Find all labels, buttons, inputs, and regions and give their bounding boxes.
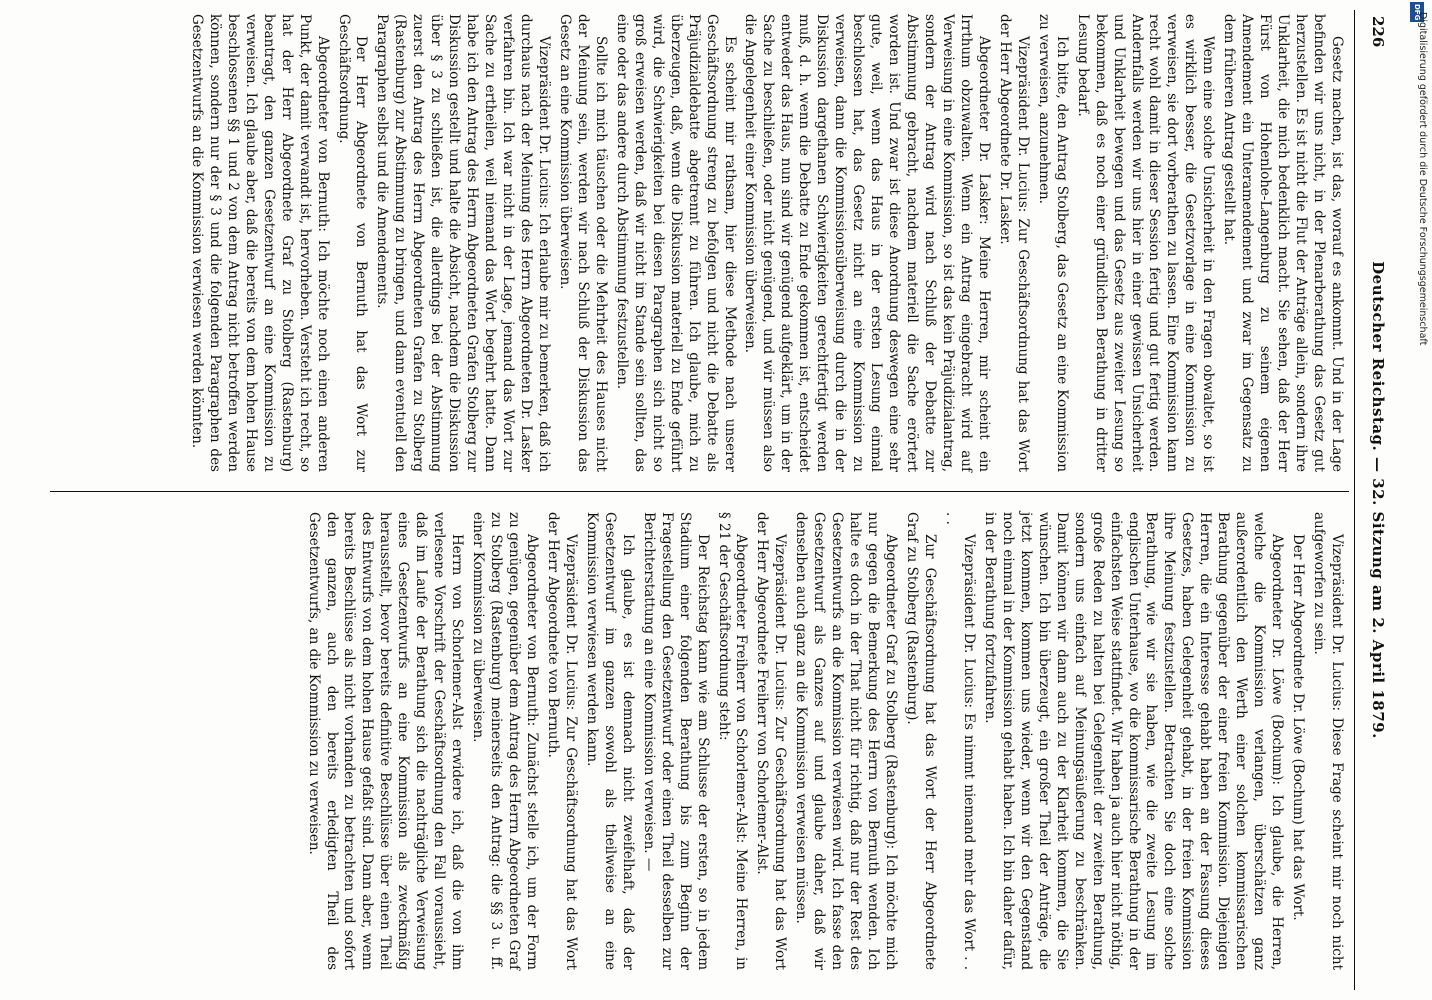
paragraph: Herrn von Schorlemer-Alst erwidere ich, daß die von ihm verlesene Vorschrift der Geschäftsordnung den Fall voraussieht, daß im Laufe der Berathung sich die nachträgliche Verweisung eines Gesetzentwurfs an eine Kommission als zweckmäßig herausstellt, bevor bereits definitive Beschlüsse über einen Theil des Entwurfs von dem hohen Hause gefaßt sind. Dann aber, wenn bereits Beschlüsse als nicht vorhanden zu betrachten und sofort den ganzen, auch den bereits erledigten Theil des Gesetzentwurfs, an die Kommission zu verweisen.: [305, 512, 466, 970]
paragraph: Gesetz machen, ist das, worauf es ankommt. Und in der Lage befinden wir uns nicht, in der Plenarberathung das Gesetz gut herzustellen. Es ist nicht die Flut der Anträge allein, sondern ihre Unklarheit, die mich bedenklich macht. Sie sehen, daß der Herr Fürst von Hohenlohe-Langenburg zu seinem eigenen Amendement ein Unteramendement und zwar im Gegensatz zu dem früheren Antrag gestellt hat.: [1221, 14, 1345, 472]
paragraph: Wenn eine solche Unsicherheit in den Fragen obwaltet, so ist es wirklich besser, die Gesetzvorlage in eine Kommission zu verweisen, sie dort vorberathen zu lassen. Eine Kommission kann recht wohl damit in dieser Session fertig und gut fertig werden. Andernfalls werden wir uns hier in einer gewissen Unsicherheit und Unklarheit bewegen und das Gesetz aus zweiter Lesung so bekommen, daß es noch einer gründlichen Berathung in dritter Lesung bedarf.: [1074, 14, 1217, 472]
paragraph: Der Reichstag kann wie am Schlusse der ersten, so in jedem Stadium einer folgenden Berathung bis zum Beginn der Fragestellung den Gesetzentwurf oder einen Theil desselben zur Berichterstattung an eine Kommission verweisen. —: [640, 512, 711, 970]
paragraph: Vizepräsident Dr. Lucius: Zur Geschäftsordnung hat das Wort der Herr Abgeordnete von Bernuth.: [544, 512, 579, 970]
paragraph: Abgeordneter von Bernuth: Ich möchte noch einen anderen Punkt, der damit verwandt ist, hervorheben. Versteht ich recht, so hat der Herr Abgeordnete Graf zu Stolberg (Rastenburg) beantragt, den ganzen Gesetzentwurf an eine Kommission zu verweisen. Ich glaube aber, daß die bereits von dem hohen Hause beschlossenen §§ 1 und 2 von dem Antrag nicht betroffen werden können, sondern nur der § 3 und die folgenden Paragraphen des Gesetzentwurfs an die Kommission verwiesen werden könnten.: [188, 14, 331, 472]
paragraph: Vizepräsident Dr. Lucius: Es nimmt niemand mehr das Wort . . . .: [942, 512, 977, 970]
paragraph: Abgeordneter Freiherr von Schorlemer-Alst: Meine Herren, in § 21 der Geschäftsordnung steht:: [715, 512, 750, 970]
digitization-credit: Digitalisierung gefördert durch die Deutsche Forschungsgemeinschaft: [1417, 12, 1428, 346]
running-head: Deutscher Reichstag. — 32. Sitzung am 2. April 1879.: [1369, 261, 1387, 739]
paragraph: Ich glaube, es ist demnach nicht zweifelhaft, daß der Gesetzentwurf im ganzen sowohl als theilweise an eine Kommission verwiesen werden kann.: [583, 512, 636, 970]
dfg-logo: DFG: [1410, 2, 1424, 22]
document-page: [50, 10, 1395, 990]
paragraph: Vizepräsident Dr. Lucius: Zur Geschäftsordnung hat das Wort der Herr Abgeordnete Freiherr von Schorlemer-Alst.: [754, 512, 789, 970]
paragraph: Vizepräsident Dr. Lucius: Ich erlaube mir zu bemerken, daß ich durchaus nach der Meinung des Herrn Abgeordneten Dr. Lasker verfahren bin. Ich war nicht in der Lage, jemand das Wort zur Sache zu ertheilen, weil niemand das Wort begehrt hatte. Dann habe ich den Antrag des Herrn Abgeordneten Grafen Stolberg zur Diskussion gestellt und halte die Absicht, nachdem die Diskussion über § 3 zu schließen ist, die allerdings bei der Abstimmung zuerst den Antrag des Herrn Abgeordneten Grafen zu Stolberg (Rastenburg) zur Abstimmung zu bringen, und dann eventuell den Paragraphen selbst und die Amendements.: [374, 14, 553, 472]
paragraph: Abgeordneter Dr. Lasker: Meine Herren, mir scheint ein Irrthum obzuwalten. Wenn ein Antrag eingebracht wird auf Verweisung in eine Kommission, so ist das kein Präjudizialantrag, sondern der Antrag wird nach Schluß der Debatte zur Abstimmung gebracht, nachdem materiell die Sache erörtert worden ist. Und zwar ist diese Anordnung deswegen eine sehr gute, weil, wenn das Haus in der ersten Lesung einmal beschlossen hat, das Gesetz nicht an eine Kommission zu verweisen, dann die Kommissionsüberweisung durch die in der Diskussion dargethanen Schwierigkeiten gerechtfertigt werden muß, d. h. wenn die Debatte zu Ende gekommen ist, entscheidet entweder das Haus, nun sind wir genügend aufgeklärt, um in der Sache zu beschließen, oder nicht genügend, und wir müssen also die Angelegenheit einer Kommission überweisen.: [742, 14, 992, 472]
paragraph: Der Herr Abgeordnete von Bernuth hat das Wort zur Geschäftsordnung.: [335, 14, 370, 472]
paragraph: Zur Geschäftsordnung hat das Wort der Herr Abgeordnete Graf zu Stolberg (Rastenburg).: [904, 512, 939, 970]
paragraph: Vizepräsident Dr. Lucius: Diese Frage scheint mir noch nicht aufgeworfen zu sein.: [1311, 512, 1345, 970]
right-column: [50, 512, 1345, 970]
paragraph: Vizepräsident Dr. Lucius: Zur Geschäftsordnung hat das Wort der Herr Abgeordnete Dr. Lasker.: [996, 14, 1031, 472]
left-column: [50, 14, 1345, 472]
paragraph: Der Herr Abgeordnete Dr. Löwe (Bochum) hat das Wort.: [1290, 534, 1307, 921]
paragraph: Es scheint mir rathsam, hier diese Methode nach unserer Geschäftsordnung streng zu befolgen und nicht die Debatte als Präjudizialdebatte abgetrennt zu führen. Ich glaube, mich zu überzeugen, daß, wenn die Diskussion materiell zu Ende geführt wird, die Schwierigkeiten bei diesen Paragraphen sich nicht so groß erweisen werden, daß wir nicht im Stande sein sollten, das eine oder das andere durch Abstimmung festzustellen.: [613, 14, 738, 472]
paragraph: Sollte ich mich täuschen oder die Mehrheit des Hauses nicht der Meinung sein, werden wir nach Schluß der Diskussion das Gesetz an eine Kommission überweisen.: [556, 14, 609, 472]
page-header: [1354, 10, 1395, 990]
paragraph: Abgeordneter Graf zu Stolberg (Rastenburg): Ich möchte mich nur gegen die Bemerkung des Herrn von Bernuth wenden. Ich halte es doch in der That nicht für richtig, daß nur der Rest des Gesetzentwurfs an die Kommission verwiesen wird. Ich fasse den Gesetzentwurf als Ganzes auf und glaube daher, daß wir denselben auch ganz an die Kommission verweisen müssen.: [793, 512, 900, 970]
paragraph: Ich bitte, den Antrag Stolberg, das Gesetz an eine Kommission zu verweisen, anzunehmen.: [1035, 14, 1070, 472]
page-number: 226: [1369, 16, 1387, 48]
column-divider: [50, 491, 1349, 492]
paragraph: Abgeordneter von Bernuth: Zunächst stelle ich, um der Form zu genügen, gegenüber dem Antrag des Herrn Abgeordneten Graf zu Stolberg (Rastenburg) meinerseits den Antrag: die §§ 3 u. ff. einer Kommission zu überweisen.: [470, 512, 541, 970]
paragraph: Abgeordneter Dr. Löwe (Bochum): Ich glaube, die Herren, welche die Kommission verlangen, überschätzen ganz außerordentlich den Werth einer solchen kommissarischen Berathung gegenüber der einer freien Kommission. Diejenigen Herren, die ein Interesse gehabt haben an der Fassung dieses Gesetzes, haben Gelegenheit gehabt, in der freien Kommission ihre Meinung festzustellen. Betrachten Sie doch eine solche Berathung, wie wir sie haben, wie die zweite Lesung im englischen Unterhause, wo die kommissarische Berathung in der einfachsten Weise stattfindet. Wir haben ja auch hier nicht nöthig, große Reden zu halten bei Gelegenheit der zweiten Berathung, sondern uns einfach auf Meinungsäußerung zu beschränken. Damit können wir dann auch zu der Klarheit kommen, die Sie wünschen. Ich bin überzeugt, ein großer Theil der Anträge, die jetzt kommen, kommen uns wieder, wenn wir den Gegenstand noch einmal in der Kommission gehabt haben. Ich bin daher dafür, in der Berathung fortzufahren.: [981, 512, 1286, 970]
